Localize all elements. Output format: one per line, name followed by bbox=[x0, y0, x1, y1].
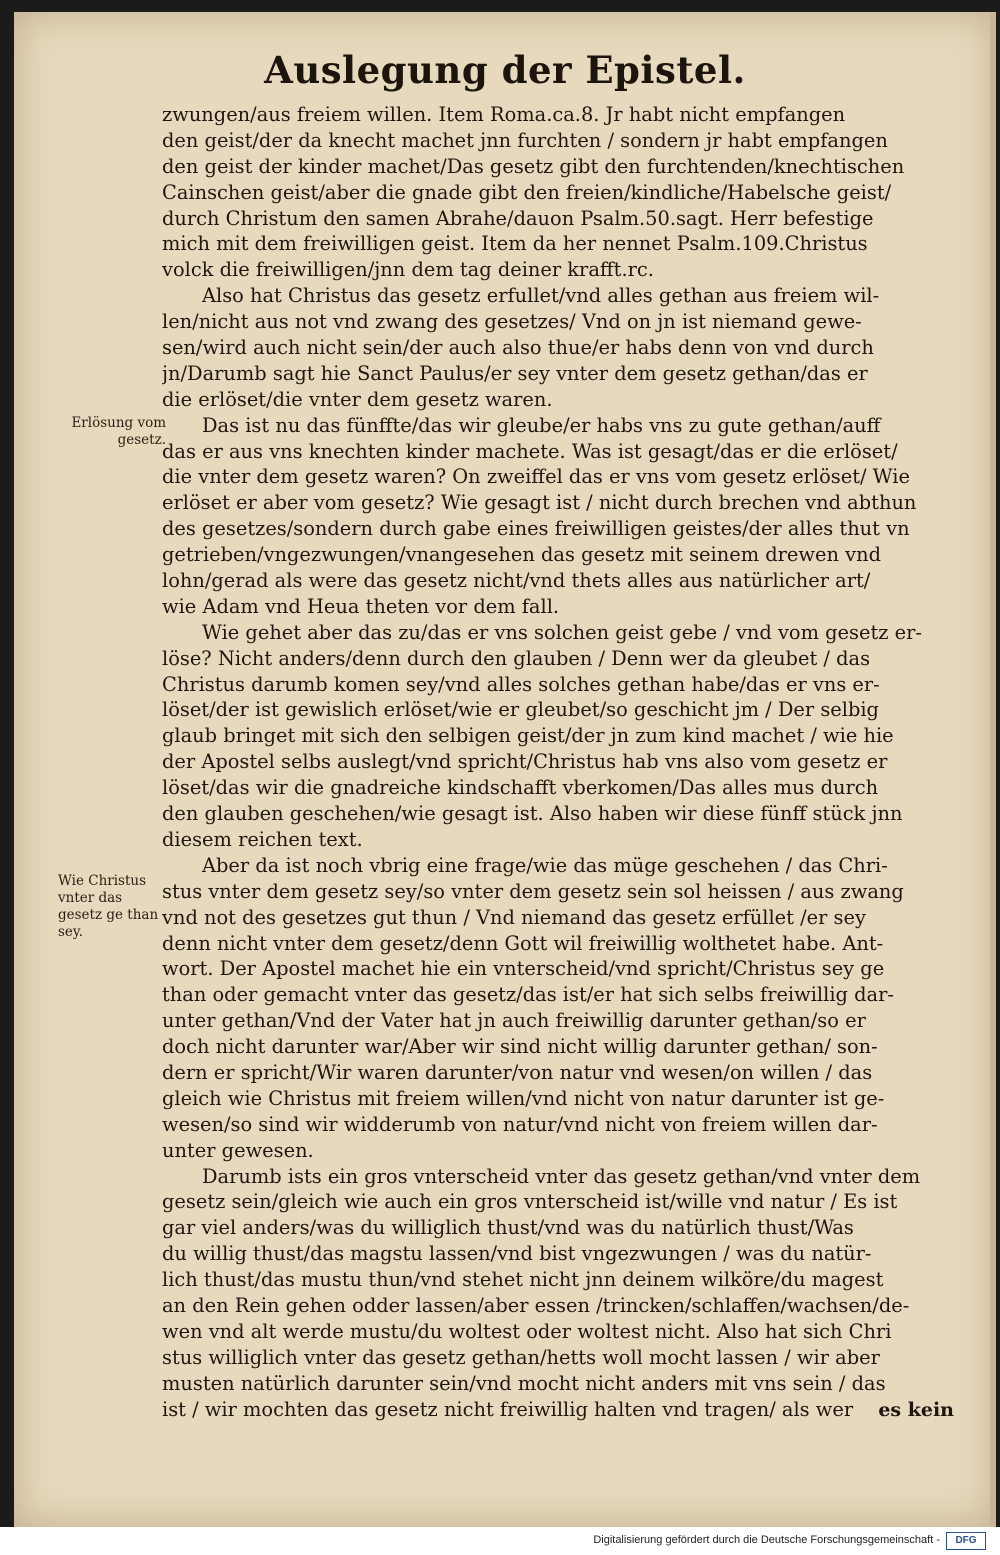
text-line: wie Adam vnd Heua theten vor dem fall. bbox=[162, 594, 560, 618]
text-line: volck die freiwilligen/jnn dem tag deiner krafft.rc. bbox=[162, 258, 654, 282]
text-line: vnd not des gesetzes gut thun / Vnd niemand das gesetz erfüllet /er sey bbox=[162, 905, 866, 929]
text-line: den geist der kinder machet/Das gesetz gibt den furchtenden/knechtischen bbox=[162, 154, 905, 178]
page-title: Auslegung der Epistel. bbox=[264, 48, 746, 92]
text-line: zwungen/aus freiem willen. Item Roma.ca.8. Jr habt nicht empfangen bbox=[162, 103, 846, 126]
text-line: Aber da ist noch vbrig eine frage/wie das müge geschehen / das Chri- bbox=[202, 853, 888, 877]
text-line: wort. Der Apostel machet hie ein vnterscheid/vnd spricht/Christus sey ge bbox=[162, 957, 885, 981]
text-line: löset/das wir die gnadreiche kindschafft vberkomen/Das alles mus durch bbox=[162, 776, 879, 800]
text-line: unter gewesen. bbox=[162, 1138, 314, 1162]
text-line: gleich wie Christus mit freiem willen/vnd nicht von natur darunter ist ge- bbox=[162, 1086, 885, 1110]
body-text bbox=[162, 102, 972, 1422]
text-line: dern er spricht/Wir waren darunter/von natur vnd wesen/on willen / das bbox=[162, 1060, 873, 1084]
text-line: die vnter dem gesetz waren? On zweiffel das er vns vom gesetz erlöset/ Wie bbox=[162, 465, 910, 489]
text-line: len/nicht aus not vnd zwang des gesetzes/ Vnd on jn ist niemand gewe- bbox=[162, 310, 862, 334]
text-line: gesetz sein/gleich wie auch ein gros vnterscheid ist/wille vnd natur / Es ist bbox=[162, 1190, 898, 1214]
footer-credit: Digitalisierung gefördert durch die Deutsche Forschungsgemeinschaft - bbox=[593, 1534, 940, 1546]
text-line: sen/wird auch nicht sein/der auch also thue/er habs denn von vnd durch bbox=[162, 336, 874, 360]
text-line: stus williglich vnter das gesetz gethan/hetts woll mocht lassen / wir aber bbox=[162, 1345, 880, 1369]
text-line: diesem reichen text. bbox=[162, 827, 363, 851]
text-line: wesen/so sind wir widderumb von natur/vnd nicht von freiem willen dar- bbox=[162, 1112, 878, 1136]
text-line: Wie gehet aber das zu/das er vns solchen geist gebe / vnd vom gesetz er- bbox=[202, 620, 922, 644]
page-edge bbox=[990, 12, 996, 1527]
text-line: unter gethan/Vnd der Vater hat jn auch freiwillig darunter gethan/so er bbox=[162, 1009, 866, 1033]
text-line: der Apostel selbs auslegt/vnd spricht/Christus hab vns also vom gesetz er bbox=[162, 750, 888, 774]
text-line: lohn/gerad als were das gesetz nicht/vnd thets alles aus natürlicher art/ bbox=[162, 569, 871, 593]
text-line: des gesetzes/sondern durch gabe eines freiwilligen geistes/der alles thut vn bbox=[162, 517, 910, 541]
text-line: jn/Darumb sagt hie Sanct Paulus/er sey vnter dem gesetz gethan/das er bbox=[162, 361, 868, 385]
text-line: löse? Nicht anders/denn durch den glauben / Denn wer da gleubet / das bbox=[162, 646, 871, 670]
text-line: wen vnd alt werde mustu/du woltest oder woltest nicht. Also hat sich Chri bbox=[162, 1319, 892, 1343]
margin-note-christus-vnter-gesetz: Wie Christus vnter das gesetz ge than sey. bbox=[58, 873, 159, 940]
text-line: than oder gemacht vnter das gesetz/das ist/er hat sich selbs freiwillig dar- bbox=[162, 983, 894, 1007]
text-line: Christus darumb komen sey/vnd alles solches gethan habe/das er vns er- bbox=[162, 672, 880, 696]
text-line: Das ist nu das fünffte/das wir gleube/er habs vns zu gute gethan/auff bbox=[202, 413, 881, 437]
text-line: gar viel anders/was du williglich thust/vnd was du natürlich thust/Was bbox=[162, 1216, 854, 1240]
text-line: erlöset er aber vom gesetz? Wie gesagt ist / nicht durch brechen vnd abthun bbox=[162, 491, 917, 515]
text-line: Cainschen geist/aber die gnade gibt den freien/kindliche/Habelsche geist/ bbox=[162, 180, 892, 204]
text-line: durch Christum den samen Abrahe/dauon Psalm.50.sagt. Herr befestige bbox=[162, 206, 874, 230]
text-line: die erlöset/die vnter dem gesetz waren. bbox=[162, 387, 553, 411]
text-line: ist / wir mochten das gesetz nicht freiwillig halten vnd tragen/ als wer bbox=[162, 1397, 854, 1421]
text-line: du willig thust/das magstu lassen/vnd bist vngezwungen / was du natür- bbox=[162, 1242, 872, 1266]
catchword: es kein bbox=[878, 1399, 954, 1421]
text-line: denn nicht vnter dem gesetz/denn Gott wil freiwillig wolthetet habe. Ant- bbox=[162, 931, 884, 955]
text-line: doch nicht darunter war/Aber wir sind nicht willig darunter gethan/ son- bbox=[162, 1035, 878, 1059]
text-line: löset/der ist gewislich erlöset/wie er gleubet/so geschicht jm / Der selbig bbox=[162, 698, 879, 722]
text-line: den glauben geschehen/wie gesagt ist. Also haben wir diese fünff stück jnn bbox=[162, 802, 903, 826]
text-line: mich mit dem freiwilligen geist. Item da her nennet Psalm.109.Christus bbox=[162, 232, 868, 256]
text-line: das er aus vns knechten kinder machete. Was ist gesagt/das er die erlöset/ bbox=[162, 439, 898, 463]
digitization-footer bbox=[0, 1527, 1000, 1555]
margin-note-erloesung: Erlösung vom gesetz. bbox=[71, 415, 166, 448]
dfg-logo: DFG bbox=[946, 1532, 986, 1550]
text-line: musten natürlich darunter sein/vnd mocht nicht anders mit vns sein / das bbox=[162, 1371, 886, 1395]
scanned-page bbox=[14, 12, 996, 1527]
text-line: getrieben/vngezwungen/vnangesehen das gesetz mit seinem drewen vnd bbox=[162, 543, 881, 567]
text-line: an den Rein gehen odder lassen/aber essen /trincken/schlaffen/wachsen/de- bbox=[162, 1293, 910, 1317]
text-line: stus vnter dem gesetz sey/so vnter dem gesetz sein sol heissen / aus zwang bbox=[162, 879, 904, 903]
text-line: Also hat Christus das gesetz erfullet/vnd alles gethan aus freiem wil- bbox=[202, 284, 880, 308]
text-line: glaub bringet mit sich den selbigen geist/der jn zum kind machet / wie hie bbox=[162, 724, 894, 748]
text-line: den geist/der da knecht machet jnn furchten / sondern jr habt empfangen bbox=[162, 128, 888, 152]
text-line: Darumb ists ein gros vnterscheid vnter das gesetz gethan/vnd vnter dem bbox=[202, 1164, 921, 1188]
text-line: lich thust/das mustu thun/vnd stehet nicht jnn deinem wilköre/du magest bbox=[162, 1268, 884, 1292]
